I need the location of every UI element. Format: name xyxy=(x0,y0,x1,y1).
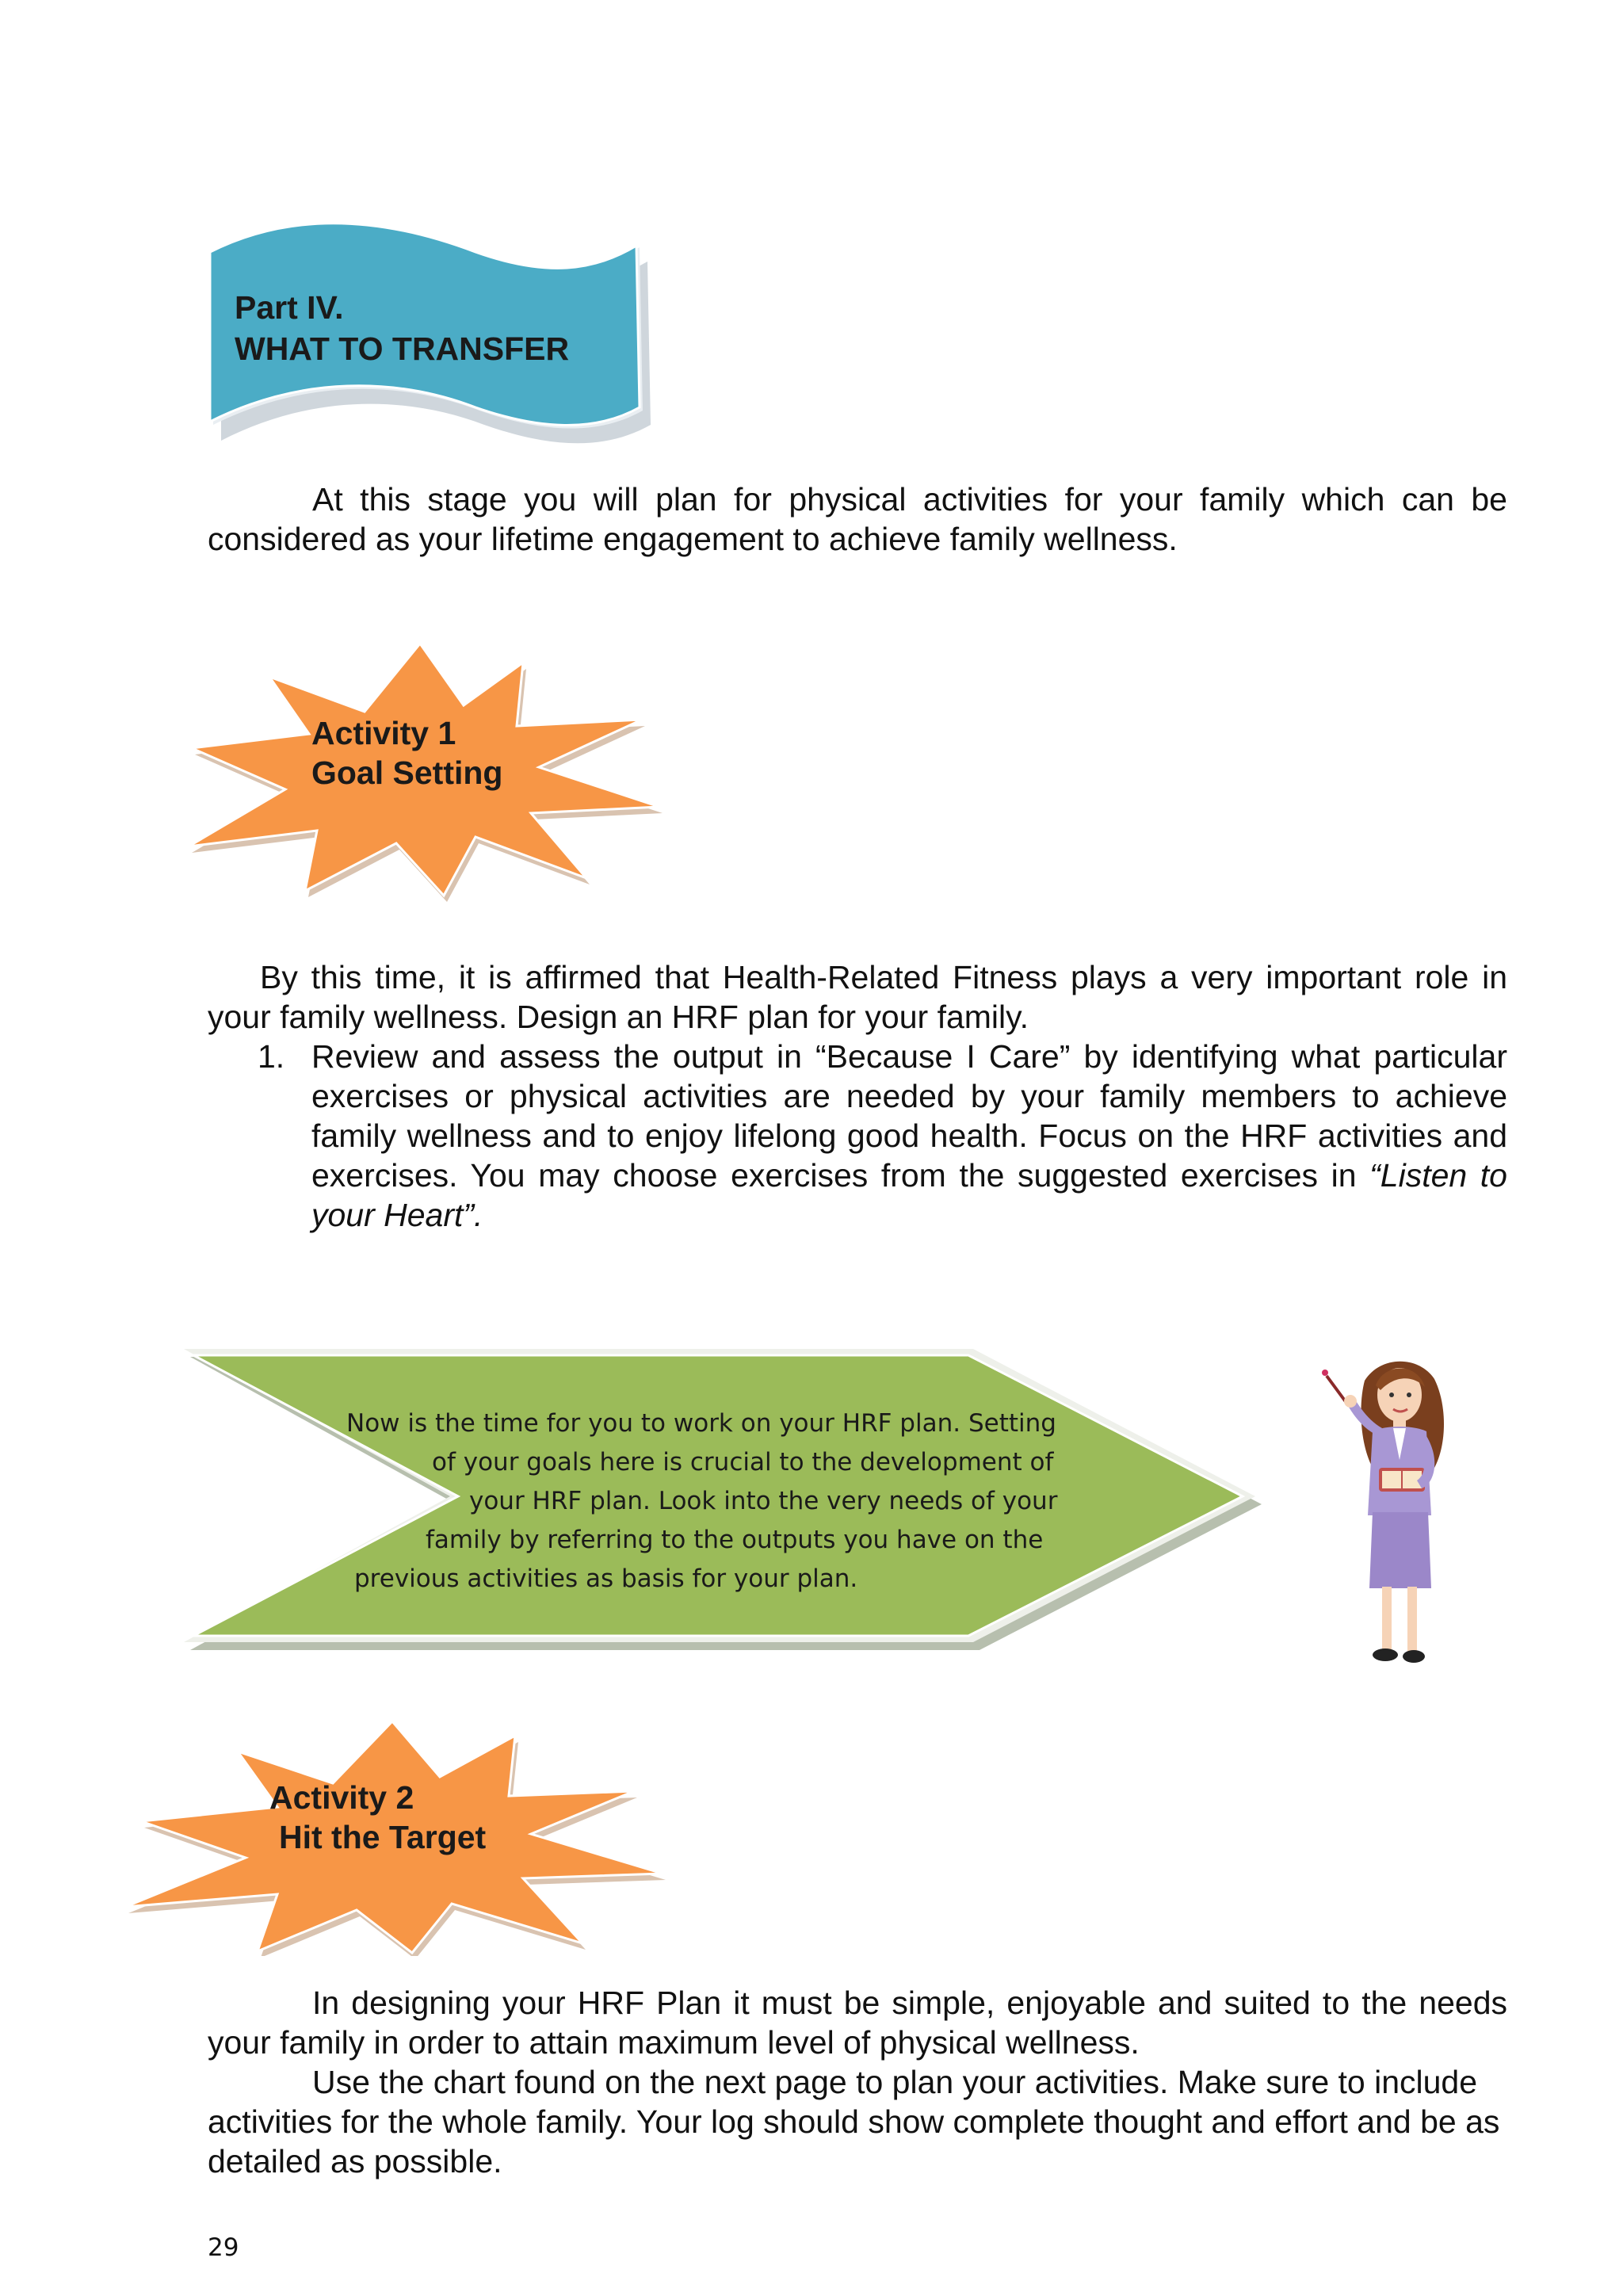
activity2-number: Activity 2 xyxy=(269,1779,414,1816)
callout-line: Now is the time for you to work on your HRF plan. Setting xyxy=(346,1409,1056,1438)
callout-line: your HRF plan. Look into the very needs of your xyxy=(469,1487,1058,1515)
activity1-number: Activity 1 xyxy=(311,715,456,751)
activity2-paragraph-1: In designing your HRF Plan it must be simple, enjoyable and suited to the needs your family in order to attain maximum level of physical wellness. xyxy=(208,1985,1507,2061)
list-item xyxy=(258,1037,1507,1235)
activity1-paragraph: By this time, it is affirmed that Health-Related Fitness plays a very important role in your family wellness. Design an HRF plan for your family. xyxy=(208,959,1507,1035)
activity2-name: Hit the Target xyxy=(279,1819,487,1855)
activity1-name: Goal Setting xyxy=(311,755,503,791)
callout-line: of your goals here is crucial to the development of xyxy=(432,1448,1054,1477)
page-number: 29 xyxy=(208,2233,239,2262)
teacher-illustration xyxy=(1316,1349,1458,1666)
step-body: Review and assess the output in “Because I Care” by identifying what particular exercises or physical activities are needed by your family members to achieve family wellness and to enjoy lifelong good health. Focus on the HRF activities and exercises. You may choose exercises from the suggested exercises in xyxy=(311,1038,1507,1194)
activity1-label xyxy=(311,713,502,793)
activity2-paragraph-2: Use the chart found on the next page to plan your activities. Make sure to include activities for the whole family. Your log should show complete thought and effort and be as detailed as possible. xyxy=(208,2064,1500,2179)
step-number: 1. xyxy=(258,1038,285,1075)
step-text xyxy=(311,1037,1507,1235)
callout-line: previous activities as basis for your plan. xyxy=(354,1564,858,1593)
part-title: WHAT TO TRANSFER xyxy=(235,330,570,367)
part-banner-text xyxy=(235,287,569,369)
intro-paragraph: At this stage you will plan for physical activities for your family which can be considered as your lifetime engagement to achieve family wellness. xyxy=(208,481,1507,557)
step-reference: “Listen to your Heart”. xyxy=(311,1157,1507,1233)
callout-line: family by referring to the outputs you have on the xyxy=(426,1526,1044,1554)
activity1-steps xyxy=(258,1037,1507,1235)
part-label: Part IV. xyxy=(235,289,344,326)
activity2-label xyxy=(269,1778,486,1857)
